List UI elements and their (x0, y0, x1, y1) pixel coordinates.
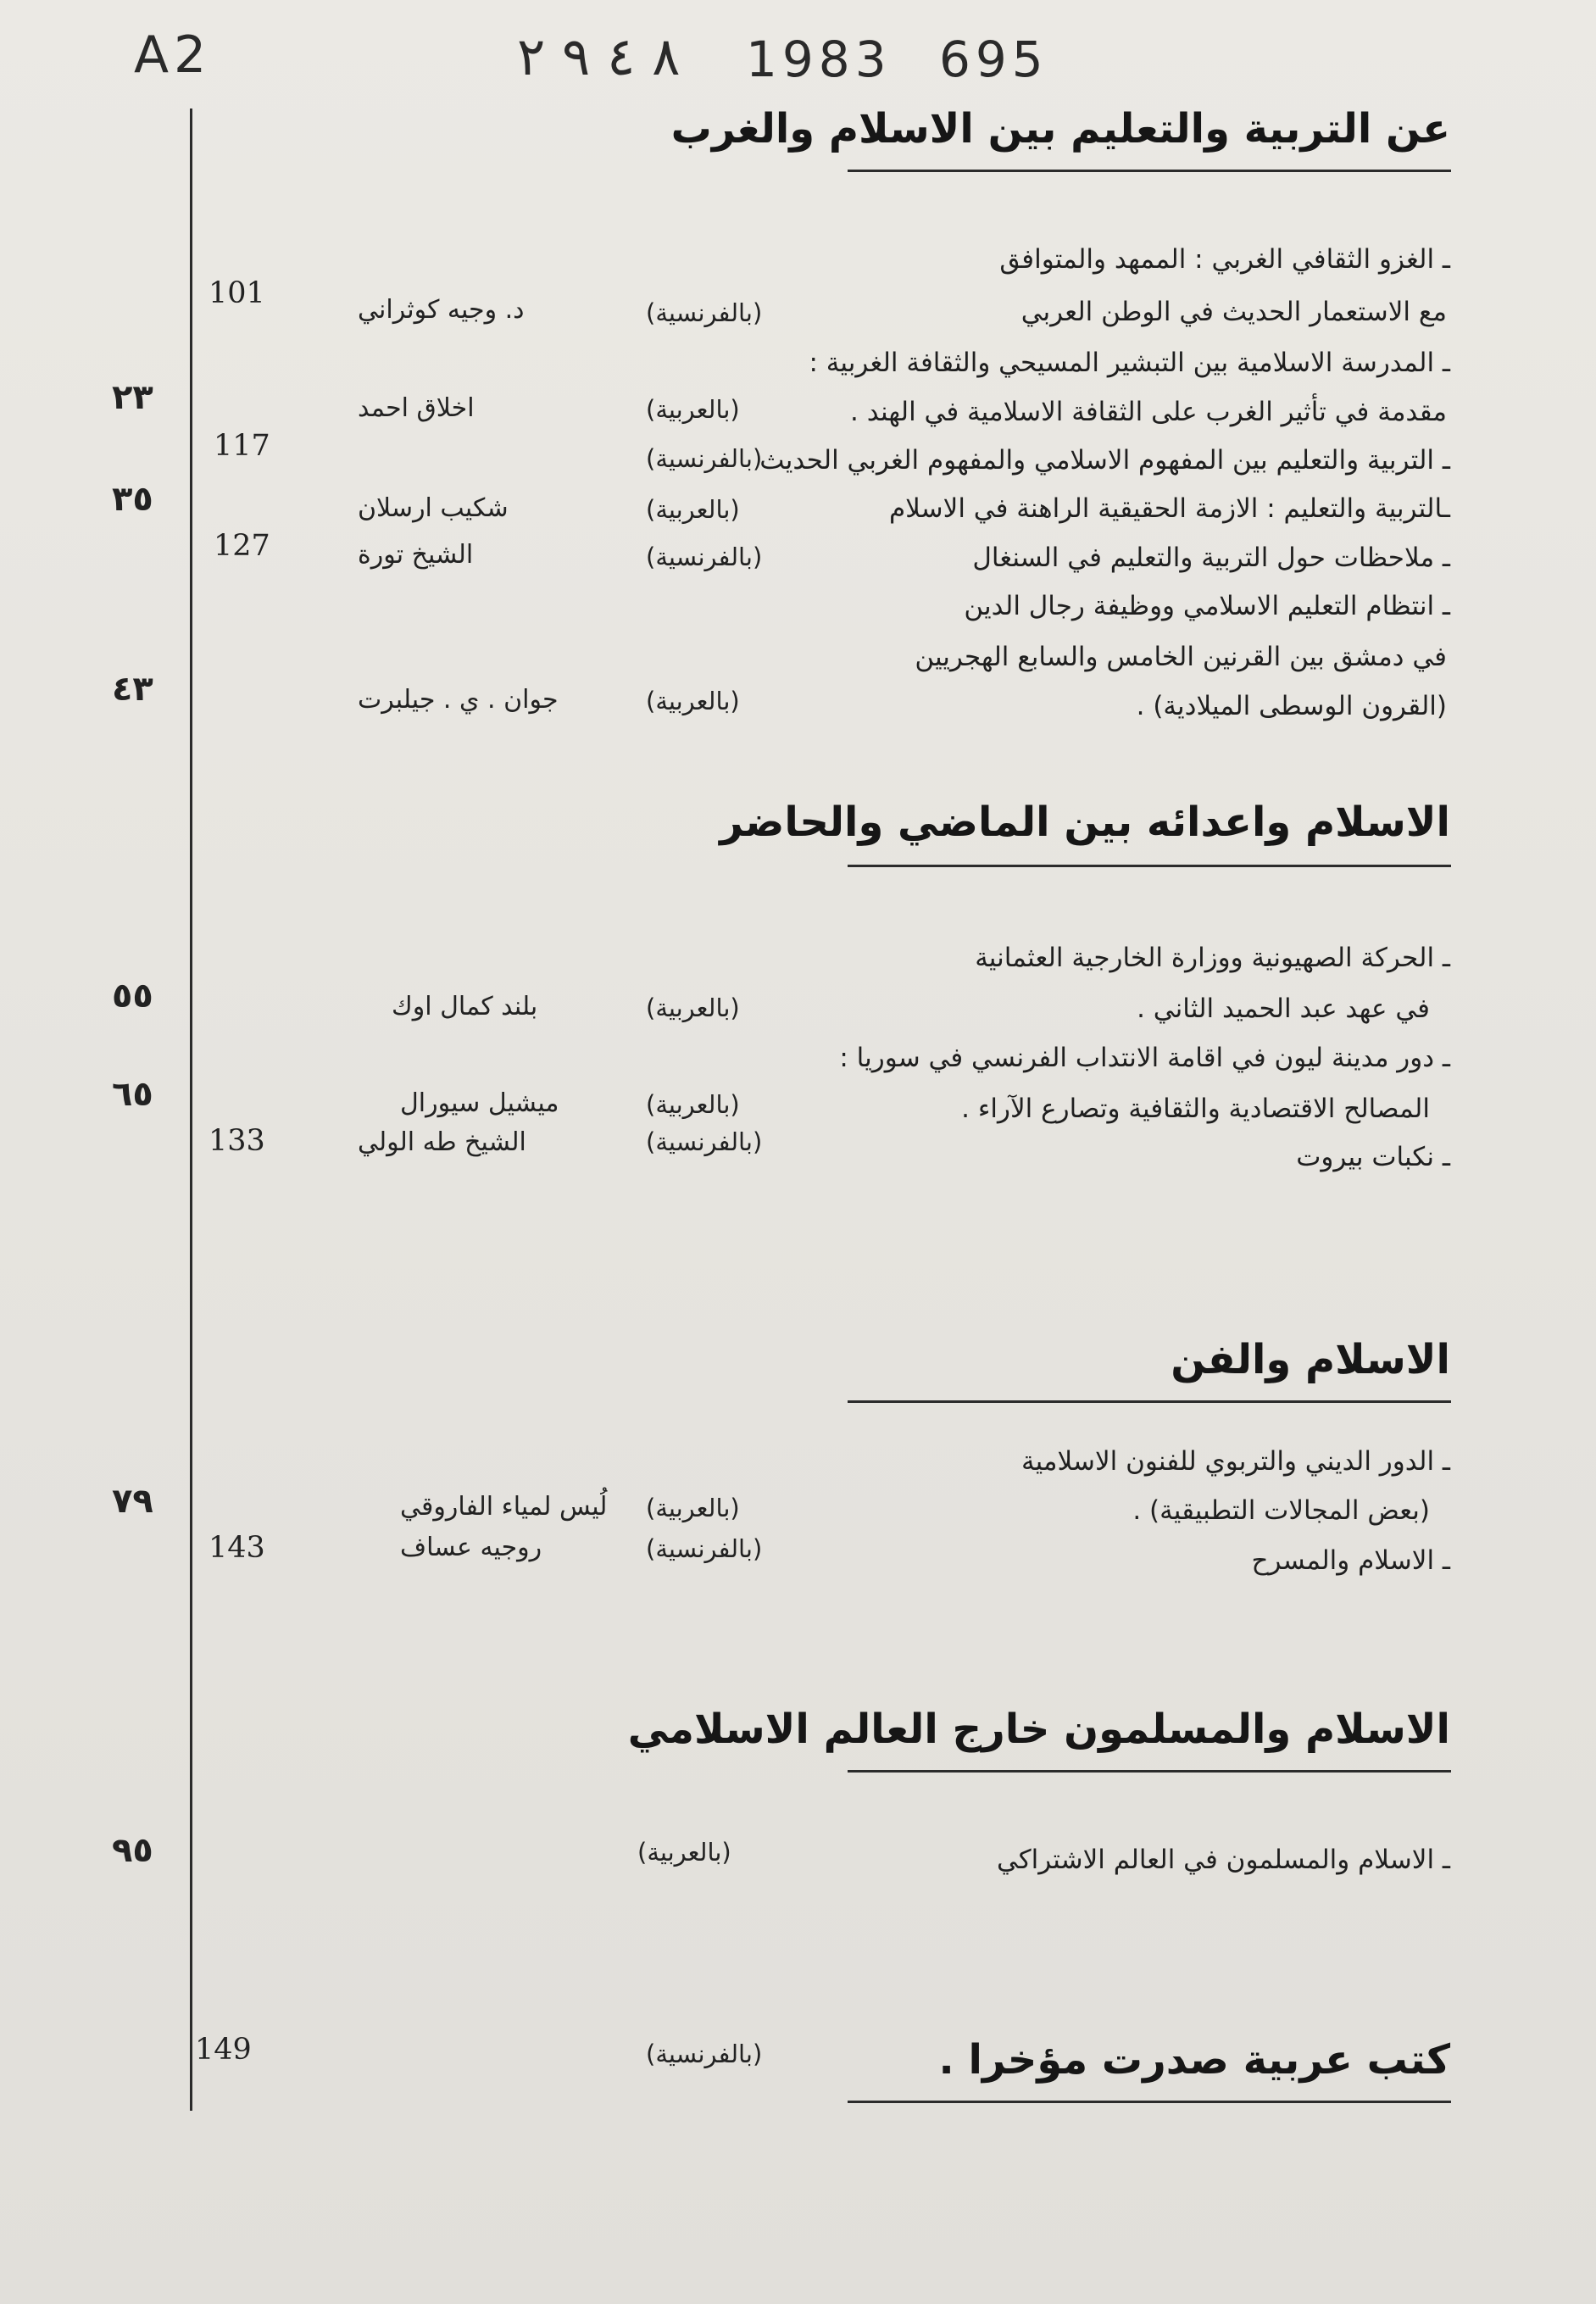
author-name: لُيس لمياء الفاروقي (400, 1492, 608, 1522)
handwritten-year: 1983 (746, 31, 892, 88)
language-tag: (بالعربية) (646, 495, 740, 524)
page-ref-french: 143 (209, 1531, 265, 1565)
page-ref-french: 117 (214, 429, 270, 463)
language-tag: (بالفرنسية) (646, 543, 763, 571)
language-tag: (بالعربية) (646, 395, 740, 424)
margin-rule (190, 109, 192, 2111)
author-name: شكيب ارسلان (358, 493, 509, 523)
entry-line: ـ التربية والتعليم بين المفهوم الاسلامي والمفهوم الغربي الحديث (759, 445, 1450, 476)
author-name: بلند كمال اوك (392, 992, 538, 1021)
language-tag: (بالفرنسية) (646, 1534, 763, 1563)
page-ref-arabic: ٣٥ (112, 480, 153, 519)
author-name: روجيه عساف (400, 1533, 542, 1562)
language-tag: (بالفرنسية) (646, 1127, 763, 1156)
language-tag: (بالفرنسية) (646, 298, 763, 327)
language-tag: (بالعربية) (646, 993, 740, 1022)
entry-line: ـ الحركة الصهيونية ووزارة الخارجية العثمانية (975, 943, 1450, 973)
page-ref-french: 101 (209, 276, 265, 310)
language-tag: (بالعربية) (646, 1494, 740, 1522)
entry-line: المصالح الاقتصادية والثقافية وتصارع الآراء . (961, 1094, 1430, 1124)
section-underline (848, 1770, 1451, 1773)
entry-line: ـ دور مدينة ليون في اقامة الانتداب الفرنسي في سوريا : (839, 1043, 1450, 1073)
entry-line: ـ نكبات بيروت (1296, 1142, 1450, 1172)
handwritten-ref: A2 (134, 25, 212, 85)
language-tag: (بالفرنسية) (646, 444, 763, 473)
section-underline (848, 170, 1451, 172)
entry-line: ـالتربية والتعليم : الازمة الحقيقية الراهنة في الاسلام (888, 493, 1450, 524)
page-ref-french: 133 (209, 1124, 265, 1158)
entry-line: في دمشق بين القرنين الخامس والسابع الهجريين (915, 642, 1447, 672)
author-name: جوان . ي . جيلبرت (358, 685, 559, 715)
entry-line: ـ الغزو الثقافي الغربي : الممهد والمتوافق (999, 244, 1450, 275)
section-underline (848, 1400, 1451, 1403)
entry-line: ـ ملاحظات حول التربية والتعليم في السنغال (972, 543, 1450, 573)
entry-line: ـ الاسلام والمسرح (1251, 1545, 1450, 1576)
entry-line: ـ الاسلام والمسلمون في العالم الاشتراكي (996, 1845, 1450, 1875)
author-name: د. وجيه كوثراني (358, 295, 525, 325)
author-name: الشيخ طه الولي (358, 1127, 526, 1157)
page-ref-french: 127 (214, 529, 270, 563)
language-tag: (بالعربية) (637, 1838, 731, 1867)
page-ref-arabic: ٩٥ (112, 1831, 153, 1870)
page-ref-french: 149 (195, 2033, 252, 2067)
section-underline (848, 2101, 1451, 2103)
entry-line: مع الاستعمار الحديث في الوطن العربي (1020, 297, 1447, 327)
author-name: اخلاق احمد (358, 393, 475, 423)
section-title-books: كتب عربية صدرت مؤخرا . (938, 2036, 1450, 2084)
entry-line: ـ المدرسة الاسلامية بين التبشير المسيحي والثقافة الغربية : (809, 348, 1450, 378)
language-tag: (بالفرنسية) (646, 2040, 763, 2068)
author-name: ميشيل سيورال (400, 1088, 559, 1118)
entry-line: ـ الدور الديني والتربوي للفنون الاسلامية (1020, 1446, 1450, 1477)
page-ref-arabic: ٢٣ (112, 378, 153, 417)
page-ref-arabic: ٧٩ (112, 1482, 153, 1521)
entry-line: مقدمة في تأثير الغرب على الثقافة الاسلامية في الهند . (850, 397, 1447, 427)
section-title-enemies: الاسلام واعدائه بين الماضي والحاضر (720, 799, 1450, 846)
page-ref-arabic: ٤٣ (112, 670, 153, 709)
section-title-education: عن التربية والتعليم بين الاسلام والغرب (670, 105, 1450, 153)
section-title-art: الاسلام والفن (1171, 1336, 1450, 1383)
language-tag: (بالعربية) (646, 687, 740, 715)
handwritten-issue-marks: ٨ ٤ ٩ ٢ (517, 25, 681, 87)
entry-line: ـ انتظام التعليم الاسلامي ووظيفة رجال الدين (964, 591, 1450, 621)
section-underline (848, 865, 1451, 867)
section-title-outside: الاسلام والمسلمون خارج العالم الاسلامي (627, 1706, 1450, 1753)
entry-line: في عهد عبد الحميد الثاني . (1137, 993, 1430, 1024)
page-ref-arabic: ٦٥ (112, 1075, 153, 1114)
entry-line: (القرون الوسطى الميلادية) . (1136, 691, 1447, 721)
handwritten-number: 695 (939, 31, 1048, 88)
entry-line: (بعض المجالات التطبيقية) . (1132, 1495, 1430, 1526)
language-tag: (بالعربية) (646, 1090, 740, 1119)
author-name: الشيخ تورة (358, 540, 474, 570)
page-ref-arabic: ٥٥ (112, 977, 153, 1016)
